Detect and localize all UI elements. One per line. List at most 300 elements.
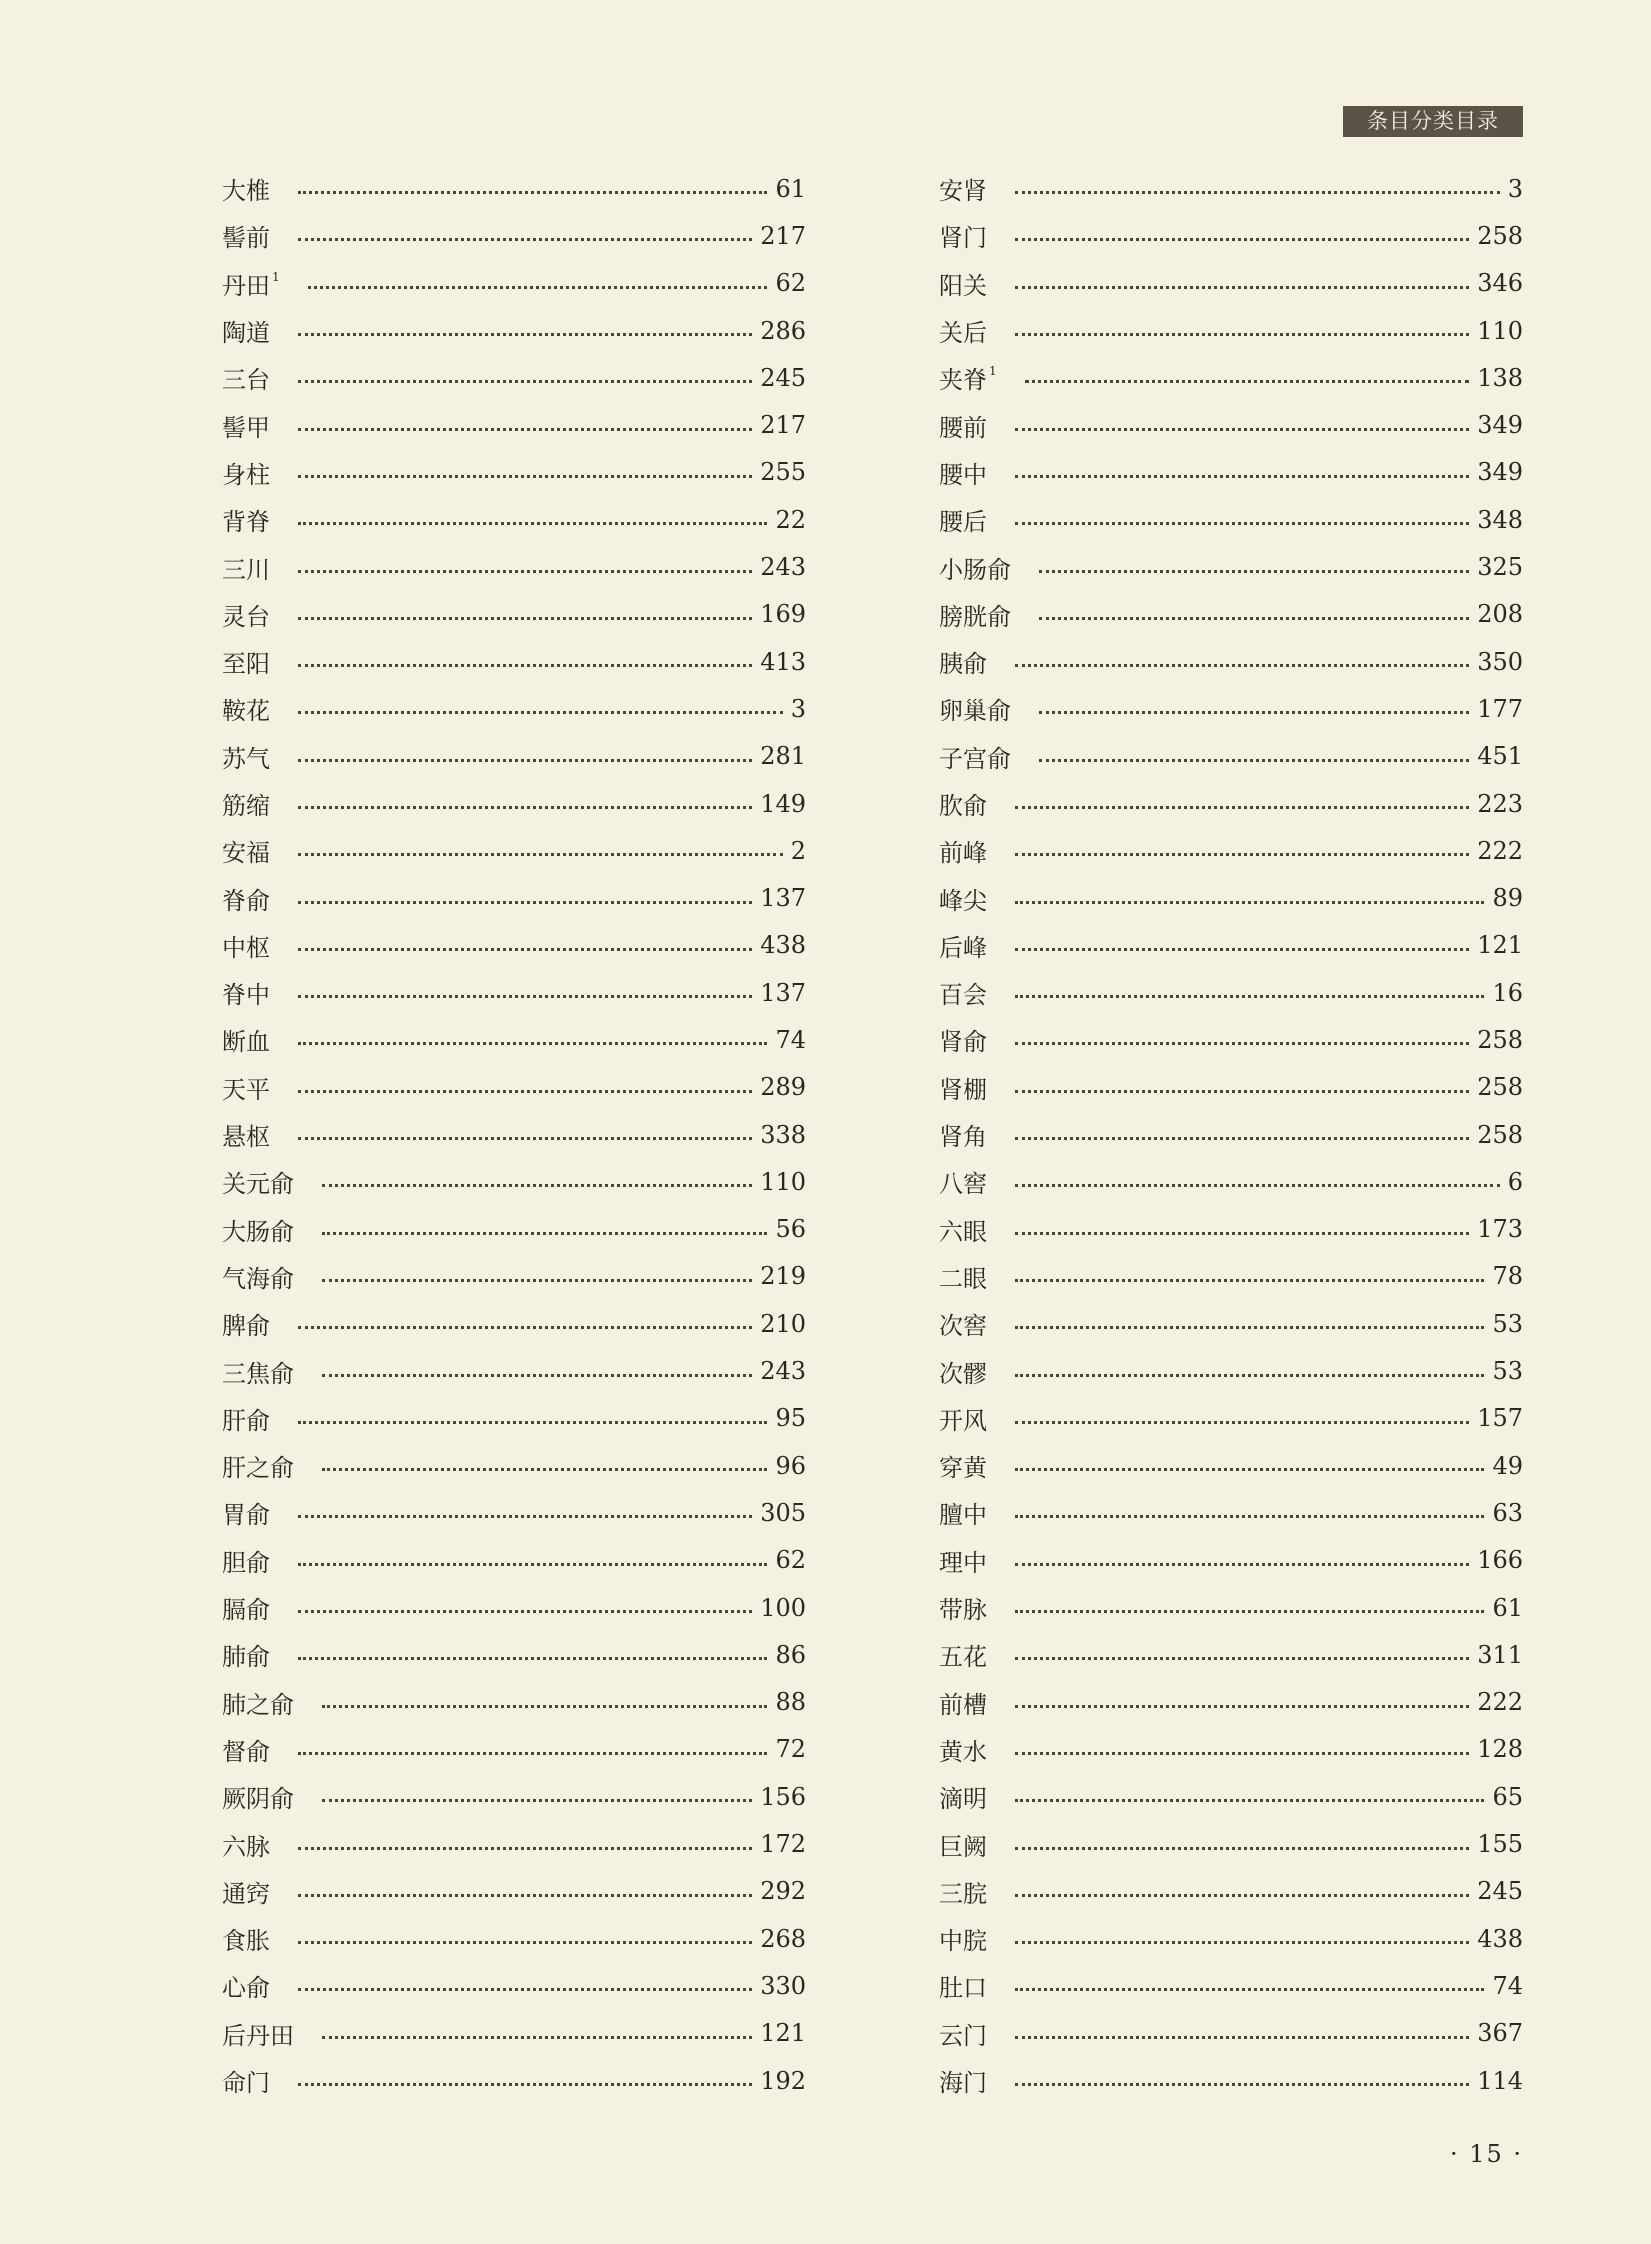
index-entry	[222, 1584, 806, 1631]
index-entry	[939, 1820, 1523, 1867]
index-entry	[222, 307, 806, 354]
dot-leader	[1039, 759, 1469, 762]
index-entry	[939, 260, 1523, 307]
entry-term	[222, 1495, 270, 1530]
entry-term	[222, 1117, 270, 1152]
entry-term-text: 鞍花	[222, 697, 270, 726]
entry-page-number: 258	[1477, 221, 1523, 250]
index-entry	[939, 1016, 1523, 1063]
entry-term-text: 六脉	[222, 1832, 270, 1861]
entry-term-text: 膻中	[939, 1501, 987, 1530]
index-entry	[939, 685, 1523, 732]
entry-term-text: 髻前	[222, 224, 270, 253]
entry-term	[222, 1779, 294, 1814]
dot-leader	[298, 1610, 752, 1613]
dot-leader	[1015, 1090, 1469, 1093]
entry-page-number: 177	[1477, 694, 1523, 723]
entry-page-number: 63	[1492, 1498, 1523, 1527]
entry-page-number: 169	[760, 600, 806, 629]
dot-leader	[298, 711, 783, 714]
entry-term-text: 夹脊	[939, 366, 987, 395]
index-entry	[939, 1158, 1523, 1205]
entry-page-number: 166	[1477, 1546, 1523, 1575]
dot-leader	[298, 901, 752, 904]
dot-leader	[1015, 1468, 1484, 1471]
entry-page-number: 89	[1492, 884, 1523, 913]
entry-term-text: 胆俞	[222, 1548, 270, 1577]
dot-leader	[298, 1326, 752, 1329]
entry-page-number: 208	[1477, 600, 1523, 629]
entry-page-number: 222	[1477, 836, 1523, 865]
index-entry	[939, 1726, 1523, 1773]
entry-term	[939, 2063, 987, 2098]
entry-page-number: 330	[760, 1971, 806, 2000]
entry-term-text: 后峰	[939, 933, 987, 962]
entry-term-text: 肝之俞	[222, 1454, 294, 1483]
dot-leader	[298, 2083, 752, 2086]
entry-term	[939, 1448, 987, 1483]
index-entry	[222, 212, 806, 259]
index-entry	[222, 1253, 806, 1300]
entry-term	[939, 1732, 987, 1767]
entry-term	[222, 266, 280, 301]
dot-leader	[322, 1232, 767, 1235]
entry-term-text: 黄水	[939, 1737, 987, 1766]
dot-leader	[298, 238, 752, 241]
entry-term	[222, 313, 270, 348]
entry-page-number: 243	[760, 553, 806, 582]
index-entry	[939, 1064, 1523, 1111]
entry-term-text: 食胀	[222, 1927, 270, 1956]
entry-page-number: 86	[775, 1640, 806, 1669]
dot-leader	[1015, 238, 1469, 241]
index-entry	[939, 449, 1523, 496]
entry-page-number: 61	[775, 174, 806, 203]
entry-term-text: 肾门	[939, 224, 987, 253]
index-entry	[939, 969, 1523, 1016]
entry-term	[939, 786, 987, 821]
entry-term-text: 巨阙	[939, 1832, 987, 1861]
entry-term-text: 至阳	[222, 650, 270, 679]
entry-page-number: 210	[760, 1309, 806, 1338]
entry-page-number: 292	[760, 1877, 806, 1906]
entry-term-text: 中脘	[939, 1927, 987, 1956]
entry-term	[222, 1164, 294, 1199]
dot-leader	[298, 664, 752, 667]
dot-leader	[298, 1042, 767, 1045]
dot-leader	[322, 1799, 752, 1802]
dot-leader	[1015, 995, 1484, 998]
index-entry	[939, 354, 1523, 401]
entry-term-text: 三脘	[939, 1879, 987, 1908]
dot-leader	[298, 1137, 752, 1140]
entry-page-number: 137	[760, 978, 806, 1007]
index-entry	[222, 733, 806, 780]
dot-leader	[298, 1657, 767, 1660]
entry-term-text: 肷俞	[939, 792, 987, 820]
entry-term	[939, 1259, 987, 1294]
dot-leader	[298, 191, 767, 194]
entry-page-number: 438	[760, 931, 806, 960]
dot-leader	[1039, 617, 1469, 620]
entry-term-text: 二眼	[939, 1264, 987, 1293]
entry-term-text: 身柱	[222, 460, 270, 489]
entry-term-text: 五花	[939, 1643, 987, 1672]
entry-term-text: 命门	[222, 2069, 270, 2098]
entry-page-number: 149	[760, 789, 806, 818]
dot-leader	[1015, 664, 1469, 667]
index-entry	[939, 1111, 1523, 1158]
index-entry	[939, 401, 1523, 448]
entry-page-number: 268	[760, 1924, 806, 1953]
entry-term	[222, 408, 270, 443]
entry-term	[222, 1732, 270, 1767]
entry-term-text: 八窖	[939, 1170, 987, 1199]
entry-term	[222, 1685, 294, 1720]
dot-leader	[298, 1563, 767, 1566]
entry-term	[222, 218, 270, 253]
entry-term	[222, 360, 270, 395]
entry-term-text: 带脉	[939, 1596, 987, 1625]
entry-term-text: 腰中	[939, 460, 987, 489]
entry-term-text: 陶道	[222, 319, 270, 348]
entry-term	[939, 1401, 987, 1436]
entry-page-number: 2	[790, 836, 806, 865]
dot-leader	[298, 1894, 752, 1897]
entry-term	[939, 502, 987, 537]
entry-page-number: 346	[1477, 269, 1523, 298]
entry-term	[939, 597, 1011, 632]
entry-term-text: 开风	[939, 1406, 987, 1435]
entry-term-text: 安福	[222, 839, 270, 868]
index-entry	[222, 1915, 806, 1962]
dot-leader	[1025, 380, 1470, 383]
entry-term	[222, 739, 270, 774]
index-entry	[939, 1442, 1523, 1489]
entry-term	[939, 1495, 987, 1530]
index-entry	[222, 780, 806, 827]
dot-leader	[1015, 1374, 1484, 1377]
index-entry	[939, 827, 1523, 874]
entry-term	[222, 1874, 270, 1909]
entry-page-number: 137	[760, 884, 806, 913]
entry-term	[939, 313, 987, 348]
dot-leader	[1015, 1941, 1469, 1944]
entry-page-number: 349	[1477, 411, 1523, 440]
entry-term	[222, 1921, 270, 1956]
dot-leader	[1015, 286, 1469, 289]
entry-term-text: 肝俞	[222, 1406, 270, 1435]
dot-leader	[298, 948, 752, 951]
entry-term	[222, 833, 270, 868]
index-entry	[939, 1395, 1523, 1442]
entry-term	[222, 975, 270, 1010]
entry-page-number: 74	[775, 1025, 806, 1054]
dot-leader	[298, 1941, 752, 1944]
entry-page-number: 65	[1492, 1782, 1523, 1811]
dot-leader	[298, 1515, 752, 1518]
index-entry	[939, 874, 1523, 921]
dot-leader	[298, 475, 752, 478]
entry-term	[222, 597, 270, 632]
entry-term	[939, 455, 987, 490]
entry-term	[222, 550, 270, 585]
entry-term	[939, 1921, 987, 1956]
index-entry	[939, 543, 1523, 590]
index-entry	[939, 1773, 1523, 1820]
entry-term	[939, 1306, 987, 1341]
entry-page-number: 72	[775, 1735, 806, 1764]
entry-page-number: 281	[760, 742, 806, 771]
entry-term	[939, 1874, 987, 1909]
entry-page-number: 53	[1492, 1357, 1523, 1386]
entry-page-number: 61	[1492, 1593, 1523, 1622]
entry-page-number: 110	[1477, 316, 1523, 345]
entry-term	[939, 1543, 987, 1578]
entry-page-number: 217	[760, 411, 806, 440]
index-entry	[222, 354, 806, 401]
index-entry	[939, 1489, 1523, 1536]
entry-page-number: 217	[760, 221, 806, 250]
dot-leader	[1015, 1563, 1469, 1566]
dot-leader	[1015, 2083, 1469, 2086]
entry-page-number: 121	[760, 2019, 806, 2048]
index-entry	[222, 591, 806, 638]
entry-page-number: 62	[775, 269, 806, 298]
dot-leader	[1015, 1279, 1484, 1282]
index-entry	[939, 1300, 1523, 1347]
entry-term-text: 腰前	[939, 413, 987, 442]
entry-term-text: 髻甲	[222, 413, 270, 442]
index-entry	[222, 1773, 806, 1820]
entry-page-number: 311	[1477, 1640, 1523, 1669]
entry-term-text: 云门	[939, 2021, 987, 2050]
dot-leader	[1015, 1421, 1469, 1424]
dot-leader	[298, 522, 767, 525]
dot-leader	[1015, 1752, 1469, 1755]
entry-term	[222, 171, 270, 206]
index-entry	[222, 1111, 806, 1158]
index-entry	[222, 1395, 806, 1442]
dot-leader	[322, 2036, 752, 2039]
entry-term-text: 气海俞	[222, 1264, 294, 1293]
entry-term	[939, 1022, 987, 1057]
index-entry	[222, 685, 806, 732]
entry-page-number: 223	[1477, 789, 1523, 818]
entry-term-text: 肾俞	[939, 1028, 987, 1057]
entry-term	[939, 218, 987, 253]
index-entry	[222, 969, 806, 1016]
dot-leader	[1015, 1894, 1469, 1897]
entry-page-number: 289	[760, 1073, 806, 1102]
entry-page-number: 222	[1477, 1688, 1523, 1717]
entry-term	[222, 1401, 270, 1436]
entry-term-text: 腰后	[939, 508, 987, 537]
entry-term	[939, 1354, 987, 1389]
index-entry	[222, 1158, 806, 1205]
entry-term	[939, 2016, 987, 2051]
entry-term-text: 关元俞	[222, 1170, 294, 1199]
index-entry	[222, 2057, 806, 2104]
entry-page-number: 157	[1477, 1404, 1523, 1433]
section-label: 条目分类目录	[1343, 106, 1523, 137]
entry-page-number: 110	[760, 1167, 806, 1196]
index-entry	[222, 401, 806, 448]
entry-page-number: 95	[775, 1404, 806, 1433]
entry-term-text: 丹田	[222, 271, 270, 300]
entry-term-text: 滴明	[939, 1785, 987, 1814]
dot-leader	[322, 1279, 752, 1282]
entry-term-text: 百会	[939, 981, 987, 1010]
entry-term-text: 穿黄	[939, 1454, 987, 1483]
index-entry	[222, 1631, 806, 1678]
entry-term-text: 六眼	[939, 1217, 987, 1246]
dot-leader	[1015, 1988, 1484, 1991]
entry-term	[939, 739, 1011, 774]
dot-leader	[1015, 475, 1469, 478]
entry-page-number: 258	[1477, 1073, 1523, 1102]
entry-page-number: 121	[1477, 931, 1523, 960]
dot-leader	[1015, 1610, 1484, 1613]
entry-term	[222, 786, 270, 821]
entry-term-text: 悬枢	[222, 1123, 270, 1152]
entry-term	[939, 1164, 987, 1199]
index-entry	[939, 1915, 1523, 1962]
entry-term	[222, 1306, 270, 1341]
dot-leader	[298, 380, 752, 383]
entry-page-number: 192	[760, 2066, 806, 2095]
entry-term	[222, 1354, 294, 1389]
entry-term-text: 肺俞	[222, 1643, 270, 1672]
dot-leader	[1039, 570, 1469, 573]
entry-page-number: 243	[760, 1357, 806, 1386]
entry-term	[222, 1543, 270, 1578]
index-entry	[939, 1253, 1523, 1300]
entry-page-number: 348	[1477, 505, 1523, 534]
entry-term	[939, 266, 987, 301]
entry-term-text: 阳关	[939, 271, 987, 300]
index-entry	[939, 1679, 1523, 1726]
index-entry	[222, 1442, 806, 1489]
index-entry	[222, 1206, 806, 1253]
entry-term-text: 前槽	[939, 1690, 987, 1719]
entry-term	[939, 171, 987, 206]
index-column-right	[939, 165, 1523, 2104]
index-entry	[222, 1489, 806, 1536]
entry-term-text: 背脊	[222, 508, 270, 537]
entry-page-number: 173	[1477, 1215, 1523, 1244]
entry-page-number: 3	[790, 694, 806, 723]
index-entry	[222, 496, 806, 543]
entry-term	[939, 1637, 987, 1672]
entry-term-text: 后丹田	[222, 2021, 294, 2050]
entry-term	[939, 1590, 987, 1625]
entry-page-number: 286	[760, 316, 806, 345]
entry-term	[939, 881, 987, 916]
entry-term	[939, 550, 1011, 585]
entry-page-number: 245	[1477, 1877, 1523, 1906]
entry-page-number: 255	[760, 458, 806, 487]
index-entry	[939, 1347, 1523, 1394]
dot-leader	[322, 1705, 767, 1708]
index-entry	[939, 733, 1523, 780]
entry-term-text: 三台	[222, 366, 270, 395]
entry-term-text: 三川	[222, 555, 270, 584]
entry-page-number: 22	[775, 505, 806, 534]
entry-term	[939, 928, 987, 963]
entry-term	[939, 360, 997, 395]
entry-term-text: 通窍	[222, 1879, 270, 1908]
entry-page-number: 258	[1477, 1025, 1523, 1054]
index-entry	[222, 1726, 806, 1773]
index-entry	[939, 591, 1523, 638]
entry-page-number: 6	[1507, 1167, 1523, 1196]
entry-term-text: 膀胱俞	[939, 602, 1011, 631]
entry-page-number: 219	[760, 1262, 806, 1291]
entry-term	[222, 691, 270, 726]
dot-leader	[1015, 1657, 1469, 1660]
dot-leader	[308, 286, 768, 289]
dot-leader	[1015, 1184, 1500, 1187]
entry-page-number: 338	[760, 1120, 806, 1149]
dot-leader	[322, 1374, 752, 1377]
dot-leader	[322, 1468, 767, 1471]
index-entry	[939, 307, 1523, 354]
entry-term-text: 次窖	[939, 1312, 987, 1341]
entry-term-text: 胃俞	[222, 1501, 270, 1530]
entry-term	[222, 1968, 270, 2003]
index-entry	[222, 1679, 806, 1726]
entry-term-text: 海门	[939, 2069, 987, 2098]
entry-term-text: 筋缩	[222, 792, 270, 820]
entry-page-number: 78	[1492, 1262, 1523, 1291]
entry-page-number: 53	[1492, 1309, 1523, 1338]
entry-page-number: 128	[1477, 1735, 1523, 1764]
entry-term-text: 肚口	[939, 1974, 987, 2003]
entry-term-text: 脾俞	[222, 1312, 270, 1341]
entry-term	[939, 975, 987, 1010]
entry-term	[939, 691, 1011, 726]
entry-page-number: 349	[1477, 458, 1523, 487]
entry-term	[939, 833, 987, 868]
entry-page-number: 16	[1492, 978, 1523, 1007]
entry-term	[222, 1070, 270, 1105]
entry-term-text: 肺之俞	[222, 1690, 294, 1719]
entry-term-text: 肾角	[939, 1123, 987, 1152]
index-entry	[939, 1868, 1523, 1915]
dot-leader	[322, 1184, 752, 1187]
entry-term-text: 大椎	[222, 177, 270, 206]
dot-leader	[1015, 428, 1469, 431]
entry-term	[222, 2063, 270, 2098]
entry-term	[222, 2016, 294, 2051]
entry-term-text: 次髎	[939, 1359, 987, 1388]
entry-page-number: 350	[1477, 647, 1523, 676]
index-entry	[222, 638, 806, 685]
dot-leader	[298, 995, 752, 998]
index-entry	[222, 260, 806, 307]
dot-leader	[1039, 711, 1469, 714]
index-entry	[222, 1820, 806, 1867]
entry-page-number: 96	[775, 1451, 806, 1480]
dot-leader	[1015, 1799, 1484, 1802]
dot-leader	[298, 853, 783, 856]
entry-term	[939, 408, 987, 443]
index-column-left	[222, 165, 806, 2104]
index-entry	[222, 1962, 806, 2009]
dot-leader	[298, 1090, 752, 1093]
dot-leader	[298, 1988, 752, 1991]
